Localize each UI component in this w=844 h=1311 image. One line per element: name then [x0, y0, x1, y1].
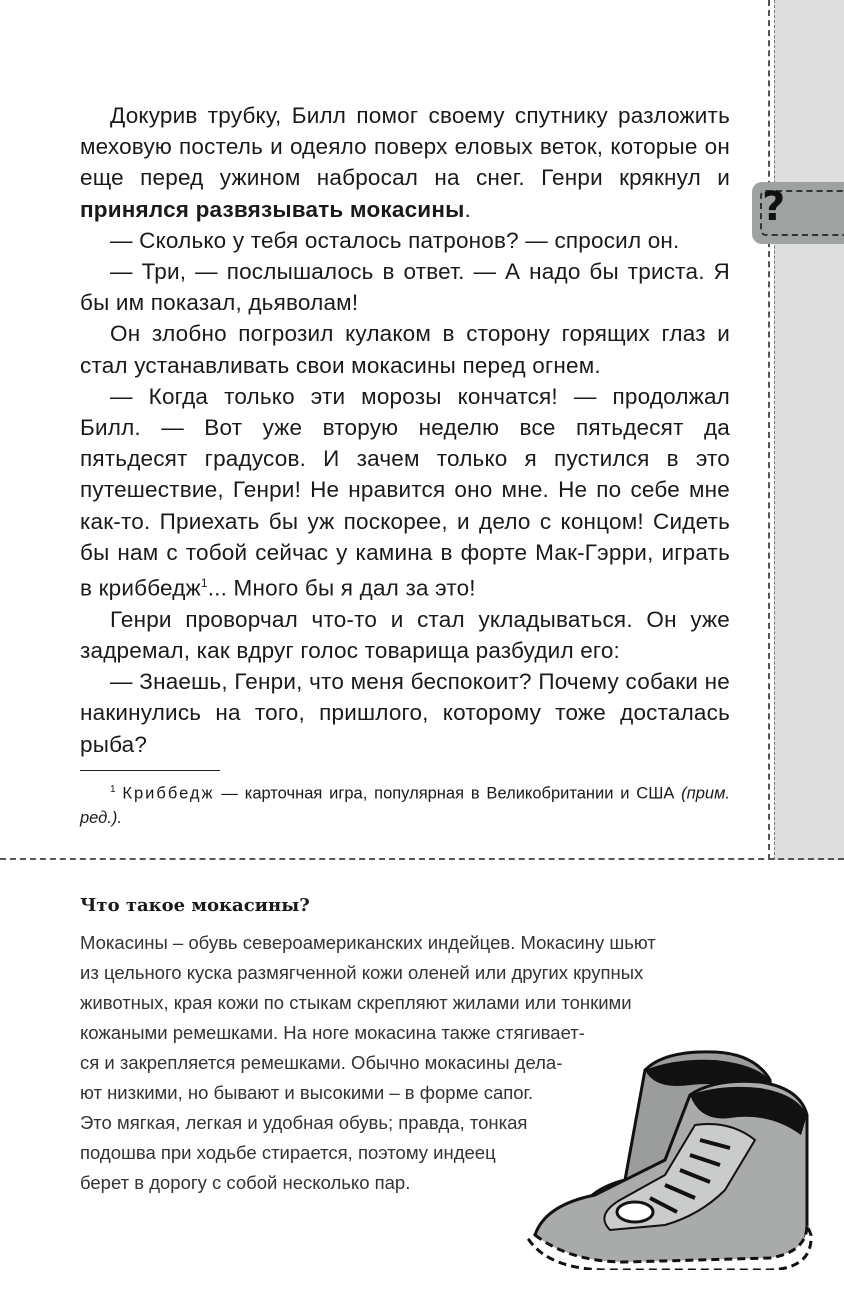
- info-line: Это мягкая, легкая и удобная обувь; правда, тонкая: [80, 1112, 528, 1133]
- question-tab: [752, 182, 844, 244]
- footnote-term: Криббедж: [122, 784, 215, 803]
- story-paragraph: — Сколько у тебя осталось патронов? — спросил он.: [110, 227, 680, 253]
- info-line: ют низкими, но бывают и высокими – в форме сапог.: [80, 1082, 534, 1103]
- story-paragraph: — Знаешь, Генри, что меня беспокоит? Почему собаки не накинулись на того, пришлого, которому тоже досталась рыба?: [80, 669, 730, 757]
- story-paragraph: — Когда только эти морозы кончатся! — продолжал Билл. — Вот уже вторую неделю все пятьдесят да пятьдесят градусов. И зачем только я пустился в это путешествие, Генри! Не нравится оно мне. Не по себе мне как-то. Приехать бы уж поскорее, и дело с концом! Сидеть бы нам с тобой сейчас у камина в форте Мак-Гэрри, играть в криббедж$^1$... Много бы я дал за это!: [80, 383, 730, 601]
- story-paragraph: Он злобно погрозил кулаком в сторону горящих глаз и стал устанавливать свои мокасины перед огнем.: [80, 321, 730, 378]
- story-text: [80, 100, 730, 760]
- footnote-rule: [80, 770, 220, 771]
- side-strip: [774, 0, 844, 860]
- section-divider: [0, 858, 844, 860]
- footnote: $^1$ Криббедж — карточная игра, популярная в Великобритании и США (прим. ред.).: [80, 784, 730, 827]
- info-line: кожаными ремешками. На ноге мокасина также стягивает-: [80, 1022, 585, 1043]
- side-strip-dashed-line: [768, 0, 770, 860]
- info-line: из цельного куска размягченной кожи оленей или других крупных: [80, 962, 644, 983]
- info-line: Мокасины – обувь североамериканских индейцев. Мокасину шьют: [80, 932, 656, 953]
- info-line: ся и закрепляется ремешками. Обычно мокасины дела-: [80, 1052, 563, 1073]
- footnote-editor-note: (прим. ред.).: [80, 784, 730, 827]
- info-line: животных, края кожи по стыкам скрепляют жилами или тонкими: [80, 992, 632, 1013]
- info-box-title: Что такое мокасины?: [80, 895, 310, 916]
- footnote-ref: 1: [200, 576, 208, 591]
- story-paragraph: Генри проворчал что-то и стал укладываться. Он уже задремал, как вдруг голос товарища разбудил его:: [80, 606, 730, 663]
- side-strip-dashed-line-inner: [774, 0, 775, 860]
- footnote-marker: 1: [110, 784, 116, 795]
- highlighted-phrase: принялся развязывать мокасины: [80, 196, 465, 222]
- story-paragraph: Докурив трубку, Билл помог своему спутнику разложить меховую постель и одеяло поверх еловых веток, которые он еще перед ужином набросал на снег. Генри крякнул и принялся развязывать мокасины.: [80, 103, 730, 222]
- story-paragraph: — Три, — послышалось в ответ. — А надо бы триста. Я бы им показал, дьяволам!: [80, 259, 730, 316]
- info-line: подошва при ходьбе стирается, поэтому индеец: [80, 1142, 496, 1163]
- question-mark-icon: ?: [762, 184, 786, 230]
- info-line: берет в дорогу с собой несколько пар.: [80, 1172, 411, 1193]
- moccasins-illustration: [515, 1040, 815, 1270]
